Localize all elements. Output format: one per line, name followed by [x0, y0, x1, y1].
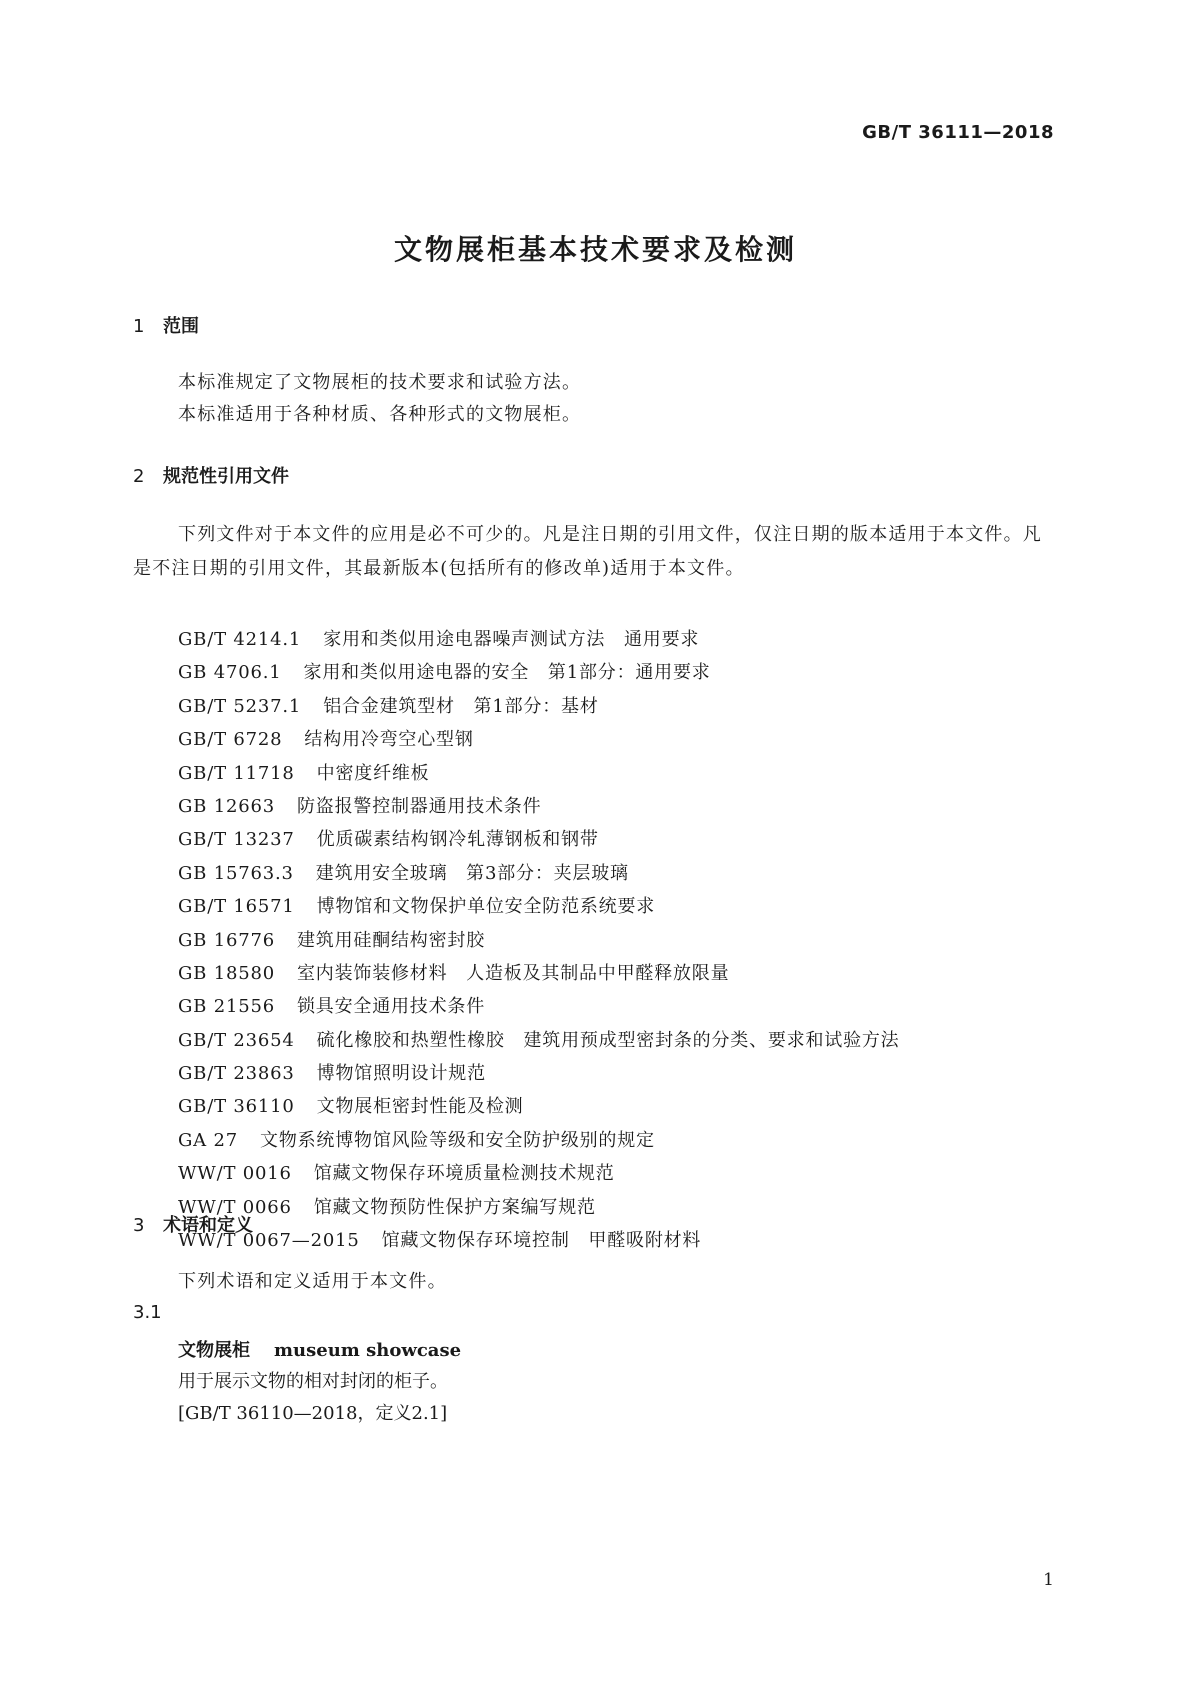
term-english: museum showcase	[274, 1340, 462, 1361]
reference-item	[178, 790, 899, 823]
scope-paragraph: 本标准规定了文物展柜的技术要求和试验方法。	[178, 372, 582, 393]
reference-title: 硫化橡胶和热塑性橡胶 建筑用预成型密封条的分类、要求和试验方法	[316, 1029, 900, 1051]
reference-code: GB/T 16571	[178, 896, 295, 918]
reference-list	[178, 623, 899, 1257]
reference-code: WW/T 0016	[178, 1163, 292, 1185]
reference-title: 建筑用硅酮结构密封胶	[297, 929, 485, 951]
reference-code: GB/T 11718	[178, 762, 295, 784]
document-title: 文物展柜基本技术要求及检测	[393, 233, 797, 266]
reference-code: GB/T 23863	[178, 1063, 295, 1085]
reference-code: GB/T 5237.1	[178, 695, 302, 717]
reference-code: GB/T 4214.1	[178, 629, 302, 650]
reference-code: GB 15763.3	[178, 862, 294, 884]
section-number: 3	[133, 1215, 145, 1236]
reference-title: 文物系统博物馆风险等级和安全防护级别的规定	[260, 1129, 655, 1151]
reference-item	[178, 1090, 899, 1123]
reference-item	[178, 823, 899, 856]
term-number: 3.1	[133, 1302, 162, 1323]
reference-item	[178, 1024, 899, 1057]
term-definition: 用于展示文物的相对封闭的柜子。	[178, 1371, 448, 1392]
reference-code: GB 12663	[178, 795, 275, 817]
reference-title: 博物馆照明设计规范	[316, 1063, 486, 1085]
reference-item	[178, 623, 899, 656]
section-title: 术语和定义	[163, 1215, 253, 1236]
reference-code: GB 18580	[178, 962, 275, 984]
section-title: 规范性引用文件	[163, 466, 289, 487]
section-3-heading	[133, 1211, 253, 1237]
scope-paragraph: 本标准适用于各种材质、各种形式的文物展柜。	[178, 404, 582, 425]
reference-title: 馆藏文物保存环境质量检测技术规范	[313, 1163, 615, 1185]
reference-title: 结构用冷弯空心型钢	[304, 729, 474, 751]
normative-refs-intro: 下列文件对于本文件的应用是必不可少的。凡是注日期的引用文件，仅注日期的版本适用于本文件。凡是不注日期的引用文件，其最新版本(包括所有的修改单)适用于本文件。	[133, 524, 1042, 579]
reference-item	[178, 890, 899, 923]
reference-title: 中密度纤维板	[316, 762, 430, 784]
reference-item	[178, 656, 899, 689]
section-2-heading	[133, 462, 289, 488]
section-number: 1	[133, 316, 145, 337]
reference-title: 馆藏文物保存环境控制 甲醛吸附材料	[381, 1230, 702, 1252]
reference-code: GB 4706.1	[178, 662, 282, 684]
reference-title: 馆藏文物预防性保护方案编写规范	[313, 1196, 596, 1218]
reference-code: GB 21556	[178, 996, 275, 1018]
reference-title: 铝合金建筑型材 第1部分：基材	[323, 695, 599, 717]
reference-code: GB/T 6728	[178, 729, 283, 751]
reference-item	[178, 723, 899, 756]
reference-item	[178, 990, 899, 1023]
reference-item	[178, 1191, 899, 1224]
reference-title: 建筑用安全玻璃 第3部分：夹层玻璃	[315, 862, 629, 884]
section-1-heading	[133, 312, 199, 338]
reference-item	[178, 690, 899, 723]
reference-title: 优质碳素结构钢冷轧薄钢板和钢带	[316, 829, 599, 851]
reference-code: GB 16776	[178, 929, 275, 951]
reference-title: 家用和类似用途电器噪声测试方法 通用要求	[323, 629, 700, 650]
reference-item	[178, 1124, 899, 1157]
reference-code: GB/T 13237	[178, 829, 295, 851]
term-name	[178, 1336, 461, 1362]
reference-code: GA 27	[178, 1129, 239, 1151]
reference-title: 锁具安全通用技术条件	[297, 996, 485, 1018]
reference-item	[178, 957, 899, 990]
term-source: [GB/T 36110—2018，定义2.1]	[178, 1403, 448, 1424]
reference-code: GB/T 36110	[178, 1096, 295, 1118]
reference-code: WW/T 0066	[178, 1196, 292, 1218]
reference-title: 防盗报警控制器通用技术条件	[297, 795, 542, 817]
reference-code: WW/T 0067—2015	[178, 1230, 360, 1252]
section-title: 范围	[163, 316, 199, 337]
reference-title: 文物展柜密封性能及检测	[316, 1096, 524, 1118]
reference-title: 家用和类似用途电器的安全 第1部分：通用要求	[303, 662, 711, 684]
reference-item	[178, 857, 899, 890]
reference-item	[178, 1224, 899, 1257]
term-chinese: 文物展柜	[178, 1340, 250, 1361]
reference-item	[178, 1157, 899, 1190]
standard-code: GB/T 36111—2018	[862, 122, 1054, 143]
reference-item	[178, 1057, 899, 1090]
reference-code: GB/T 23654	[178, 1029, 295, 1051]
page-number: 1	[1043, 1570, 1054, 1590]
reference-item	[178, 757, 899, 790]
reference-title: 博物馆和文物保护单位安全防范系统要求	[316, 896, 656, 918]
terms-intro: 下列术语和定义适用于本文件。	[178, 1271, 447, 1292]
reference-item	[178, 924, 899, 957]
section-number: 2	[133, 466, 145, 487]
reference-title: 室内装饰装修材料 人造板及其制品中甲醛释放限量	[297, 962, 730, 984]
